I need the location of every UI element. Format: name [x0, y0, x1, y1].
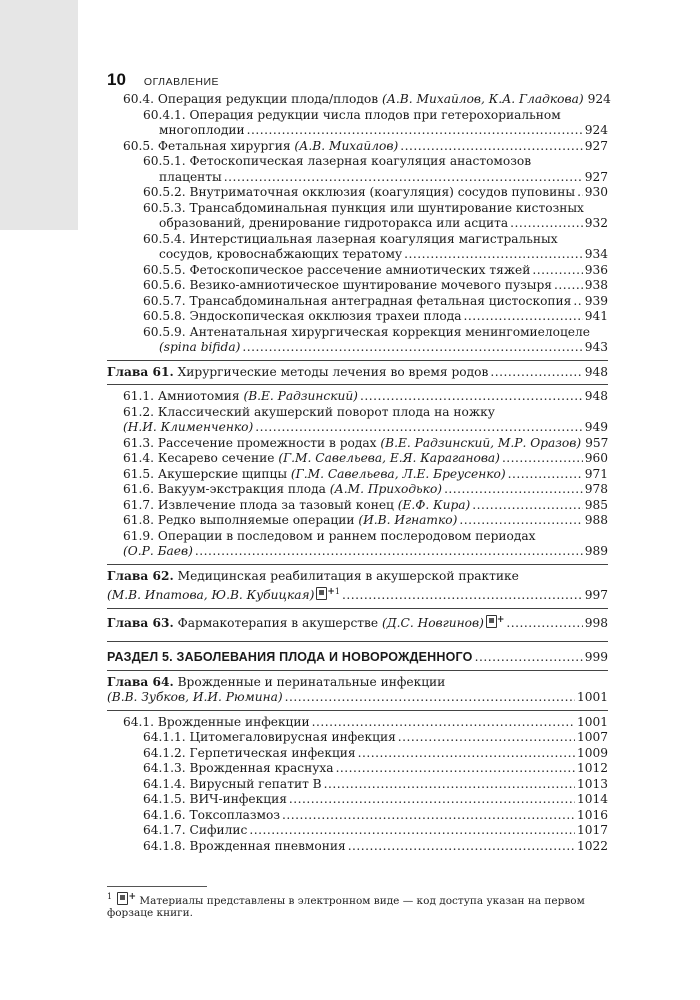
- toc-entry[interactable]: 60.4. Операция редукции плода/плодов (А.В. Михайлов, К.А. Гладкова) 924: [123, 92, 611, 106]
- toc-entry[interactable]: 61.8. Редко выполняемые операции (И.В. Игнатко) ..... 988: [107, 513, 608, 529]
- toc-entry[interactable]: 64.1.8. Врожденная пневмония ..... 1022: [107, 839, 608, 855]
- page-edge-tab: [0, 0, 78, 230]
- divider: [107, 641, 608, 642]
- toc-page: 924: [587, 92, 611, 106]
- toc-entry[interactable]: 64.1.4. Вирусный гепатит B ..... 1013: [107, 777, 608, 793]
- electronic-material-icon: [486, 615, 497, 628]
- electronic-material-icon: [117, 892, 128, 905]
- toc-chapter[interactable]: Глава 64. Врожденные и перинатальные инфекции (В.В. Зубков, И.И. Рюмина) ..... 1001: [107, 675, 608, 706]
- footnote-mark: 1: [107, 892, 113, 901]
- footnote-rule: [107, 886, 207, 887]
- toc-entry[interactable]: 64.1.1. Цитомегаловирусная инфекция ..... 1007: [107, 730, 608, 746]
- toc-entry[interactable]: 61.1. Амниотомия (В.Е. Радзинский) ..... 948: [107, 389, 608, 405]
- toc-section[interactable]: РАЗДЕЛ 5. ЗАБОЛЕВАНИЯ ПЛОДА И НОВОРОЖДЕННОГО ..... 999: [107, 650, 608, 666]
- toc-entry[interactable]: 61.2. Классический акушерский поворот плода на ножку (Н.И. Клименченко) ..... 949: [107, 405, 608, 436]
- divider: [107, 360, 608, 361]
- toc-entry[interactable]: 61.9. Операции в последовом и раннем послеродовом периодах (О.Р. Баев) ..... 989: [107, 529, 608, 560]
- toc-entry[interactable]: 64.1.5. ВИЧ-инфекция ..... 1014: [107, 792, 608, 808]
- toc-entry[interactable]: 60.5.9. Антенатальная хирургическая коррекция менингомиелоцеле (spina bifida) ..... 943: [107, 325, 608, 356]
- table-of-contents: [107, 92, 611, 854]
- toc-entry[interactable]: 64.1.7. Сифилис ..... 1017: [107, 823, 608, 839]
- toc-entry[interactable]: 61.6. Вакуум-экстракция плода (А.М. Приходько) ..... 978: [107, 482, 608, 498]
- toc-entry[interactable]: 64.1. Врожденные инфекции ..... 1001: [107, 715, 608, 731]
- divider: [107, 608, 608, 609]
- running-head: ОГЛАВЛЕНИЕ: [143, 76, 219, 88]
- toc-entry[interactable]: 60.5.8. Эндоскопическая окклюзия трахеи плода ..... 941: [107, 309, 608, 325]
- toc-entry[interactable]: 61.3. Рассечение промежности в родах (В.Е. Радзинский, М.Р. Оразов) 957: [123, 435, 609, 450]
- toc-entry[interactable]: 64.1.2. Герпетическая инфекция ..... 1009: [107, 746, 608, 762]
- divider: [107, 670, 608, 671]
- toc-entry[interactable]: 60.5.5. Фетоскопическое рассечение амниотических тяжей ..... 936: [107, 263, 608, 279]
- toc-entry[interactable]: 60.5.7. Трансабдоминальная антеградная фетальная цистоскопия ..... 939: [107, 294, 608, 310]
- page-header: [107, 70, 219, 90]
- divider: [107, 564, 608, 565]
- toc-entry[interactable]: 61.7. Извлечение плода за тазовый конец (Е.Ф. Кира) ..... 985: [107, 498, 608, 514]
- toc-entry[interactable]: 60.5.4. Интерстициальная лазерная коагуляция магистральных сосудов, кровоснабжающих тератому ..... 934: [107, 232, 608, 263]
- toc-chapter[interactable]: Глава 61. Хирургические методы лечения во время родов ..... 948: [107, 365, 608, 381]
- divider: [107, 710, 608, 711]
- toc-entry[interactable]: 64.1.3. Врожденная краснуха ..... 1012: [107, 761, 608, 777]
- electronic-material-icon: [316, 587, 327, 600]
- toc-entry[interactable]: 61.5. Акушерские щипцы (Г.М. Савельева, Л.Е. Бреусенко) ..... 971: [107, 467, 608, 483]
- divider: [107, 384, 608, 385]
- toc-chapter[interactable]: Глава 62. Медицинская реабилитация в акушерской практике (М.В. Ипатова, Ю.В. Кубицкая) $^{+1}$ ..... 997: [107, 569, 608, 604]
- toc-entry[interactable]: 61.4. Кесарево сечение (Г.М. Савельева, Е.Я. Караганова) ..... 960: [107, 451, 608, 467]
- toc-entry[interactable]: 60.5.6. Везико-амниотическое шунтирование мочевого пузыря ..... 938: [107, 278, 608, 294]
- page-number: 10: [107, 70, 126, 89]
- toc-entry[interactable]: 60.5. Фетальная хирургия (А.В. Михайлов) ..... 927: [107, 139, 608, 155]
- toc-entry[interactable]: 60.5.3. Трансабдоминальная пункция или шунтирование кистозных образований, дренирование гидроторакса или асцита ..... 932: [107, 201, 608, 232]
- footnote: $^1$ + Материалы представлены в электронном виде — код доступа указан на первом форзаце книги.: [107, 892, 585, 919]
- footnote-text: Материалы представлены в электронном виде — код доступа указан на первом форзаце книги.: [107, 895, 585, 919]
- toc-chapter[interactable]: Глава 63. Фармакотерапия в акушерстве (Д.С. Новгинов) + ..... 998: [107, 613, 608, 632]
- toc-entry[interactable]: 60.5.2. Внутриматочная окклюзия (коагуляция) сосудов пуповины ..... 930: [107, 185, 608, 201]
- toc-entry[interactable]: 60.5.1. Фетоскопическая лазерная коагуляция анастомозов плаценты ..... 927: [107, 154, 608, 185]
- toc-entry[interactable]: 60.4.1. Операция редукции числа плодов при гетерохориальном многоплодии ..... 924: [107, 108, 608, 139]
- toc-entry[interactable]: 64.1.6. Токсоплазмоз ..... 1016: [107, 808, 608, 824]
